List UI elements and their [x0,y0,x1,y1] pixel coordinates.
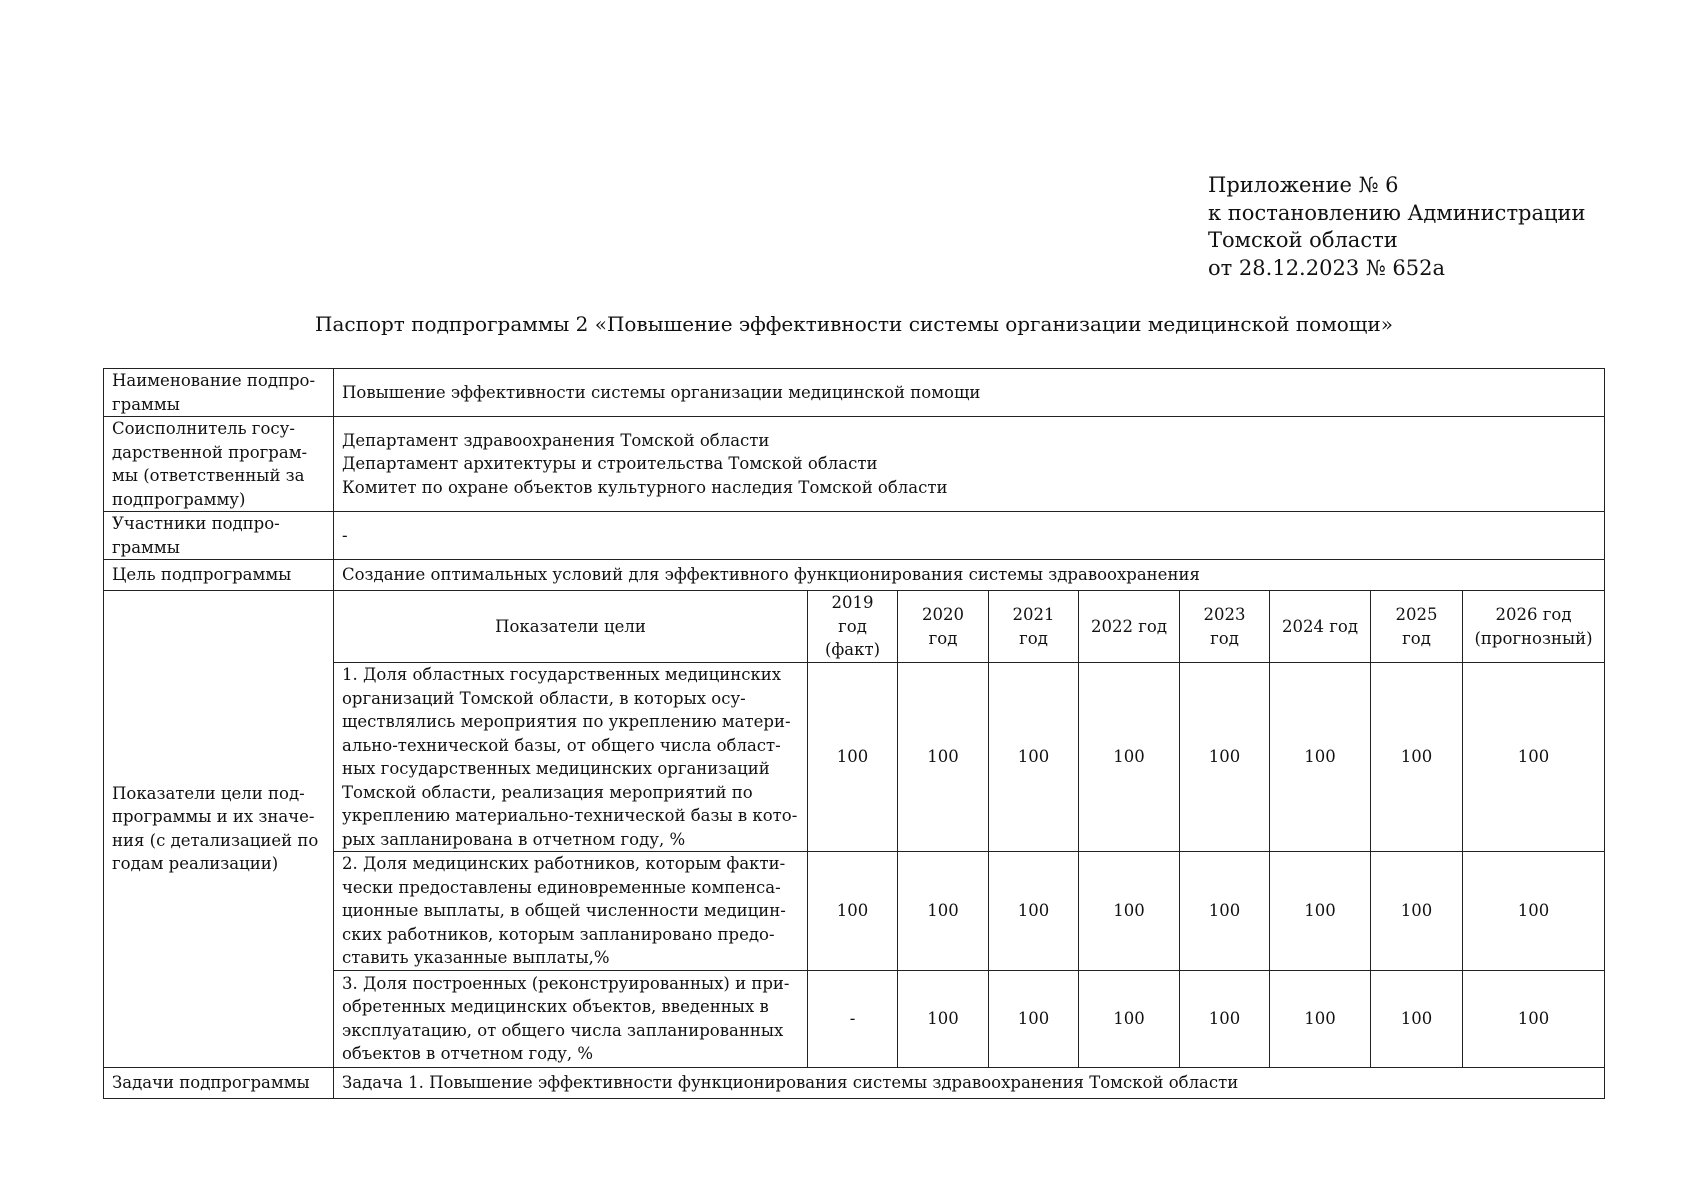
passport-table [103,368,1605,1099]
row-value: - [334,512,1605,560]
document-title: Паспорт подпрограммы 2 «Повышение эффективности системы организации медицинской помощи» [315,312,1393,336]
coexecutor-item: Департамент архитектуры и строительства Томской области [342,454,878,474]
row-label: Участники подпро-граммы [104,512,334,560]
row-tasks [104,1067,1605,1098]
indicator-value: 100 [989,970,1079,1067]
row-label: Задачи подпрограммы [104,1067,334,1098]
indicator-value: 100 [1079,970,1180,1067]
row-coexecutor [104,417,1605,512]
appendix-line: от 28.12.2023 № 652а [1208,255,1445,280]
appendix-line: к постановлению Администрации [1208,200,1586,225]
indicator-value: 100 [1079,852,1180,971]
appendix-block [1208,172,1586,282]
appendix-line: Томской области [1208,228,1398,252]
header-year-2022: 2022 год [1079,591,1180,663]
indicator-value: 100 [1270,852,1371,971]
row-label: Соисполнитель госу-дарственной програм-мы (ответственный за подпрограмму) [104,417,334,512]
row-value: Создание оптимальных условий для эффективного функционирования системы здравоохранения [334,560,1605,591]
row-goal [104,560,1605,591]
indicator-value: 100 [1079,663,1180,852]
indicator-value: 100 [1463,663,1605,852]
indicator-value: 100 [1463,852,1605,971]
header-year-2023: 2023 год [1180,591,1270,663]
indicator-value: 100 [808,852,898,971]
indicator-value: 100 [1371,970,1463,1067]
header-year-2019: 2019 год (факт) [808,591,898,663]
row-label: Наименование подпро-граммы [104,369,334,417]
row-participants [104,512,1605,560]
coexecutor-item: Комитет по охране объектов культурного наследия Томской области [342,477,948,497]
indicator-value: 100 [1180,852,1270,971]
header-year-2021: 2021 год [989,591,1079,663]
indicator-value: 100 [1371,852,1463,971]
indicator-value: 100 [1180,663,1270,852]
coexecutor-item: Департамент здравоохранения Томской области [342,430,770,450]
indicator-value: - [808,970,898,1067]
indicator-text: 3. Доля построенных (реконструированных) и при-обретенных медицинских объектов, введенных в эксплуатацию, от общего числа запланированных объектов в отчетном году, % [334,970,808,1067]
row-value: Повышение эффективности системы организации медицинской помощи [334,369,1605,417]
indicator-text: 2. Доля медицинских работников, которым факти-чески предоставлены единовременные компенса-ционные выплаты, в общей численности медицин-ских работников, которым запланировано предо-ставить указанные выплаты,% [334,852,808,971]
indicator-value: 100 [898,970,989,1067]
header-year-2024: 2024 год [1270,591,1371,663]
indicator-value: 100 [1270,663,1371,852]
row-name [104,369,1605,417]
row-label: Показатели цели под-программы и их значе-ния (с детализацией по годам реализации) [104,591,334,1068]
indicator-value: 100 [1463,970,1605,1067]
indicator-value: 100 [898,852,989,971]
indicator-value: 100 [989,663,1079,852]
row-value: Задача 1. Повышение эффективности функционирования системы здравоохранения Томской области [334,1067,1605,1098]
header-year-2026: 2026 год (прогнозный) [1463,591,1605,663]
header-year-2025: 2025 год [1371,591,1463,663]
header-indicator: Показатели цели [334,591,808,663]
indicators-header-row [104,591,1605,663]
indicator-text: 1. Доля областных государственных медицинских организаций Томской области, в которых осу-ществлялись мероприятия по укреплению матери-ально-технической базы, от общего числа област-ных государственных медицинских организаций Томской области, реализация мероприятий по укреплению материально-технической базы в кото-рых запланирована в отчетном году, % [334,663,808,852]
indicator-value: 100 [1180,970,1270,1067]
header-year-2020: 2020 год [898,591,989,663]
indicator-value: 100 [1371,663,1463,852]
indicator-value: 100 [898,663,989,852]
row-value [334,417,1605,512]
row-label: Цель подпрограммы [104,560,334,591]
indicator-value: 100 [989,852,1079,971]
indicator-value: 100 [1270,970,1371,1067]
indicator-value: 100 [808,663,898,852]
appendix-line: Приложение № 6 [1208,173,1399,197]
